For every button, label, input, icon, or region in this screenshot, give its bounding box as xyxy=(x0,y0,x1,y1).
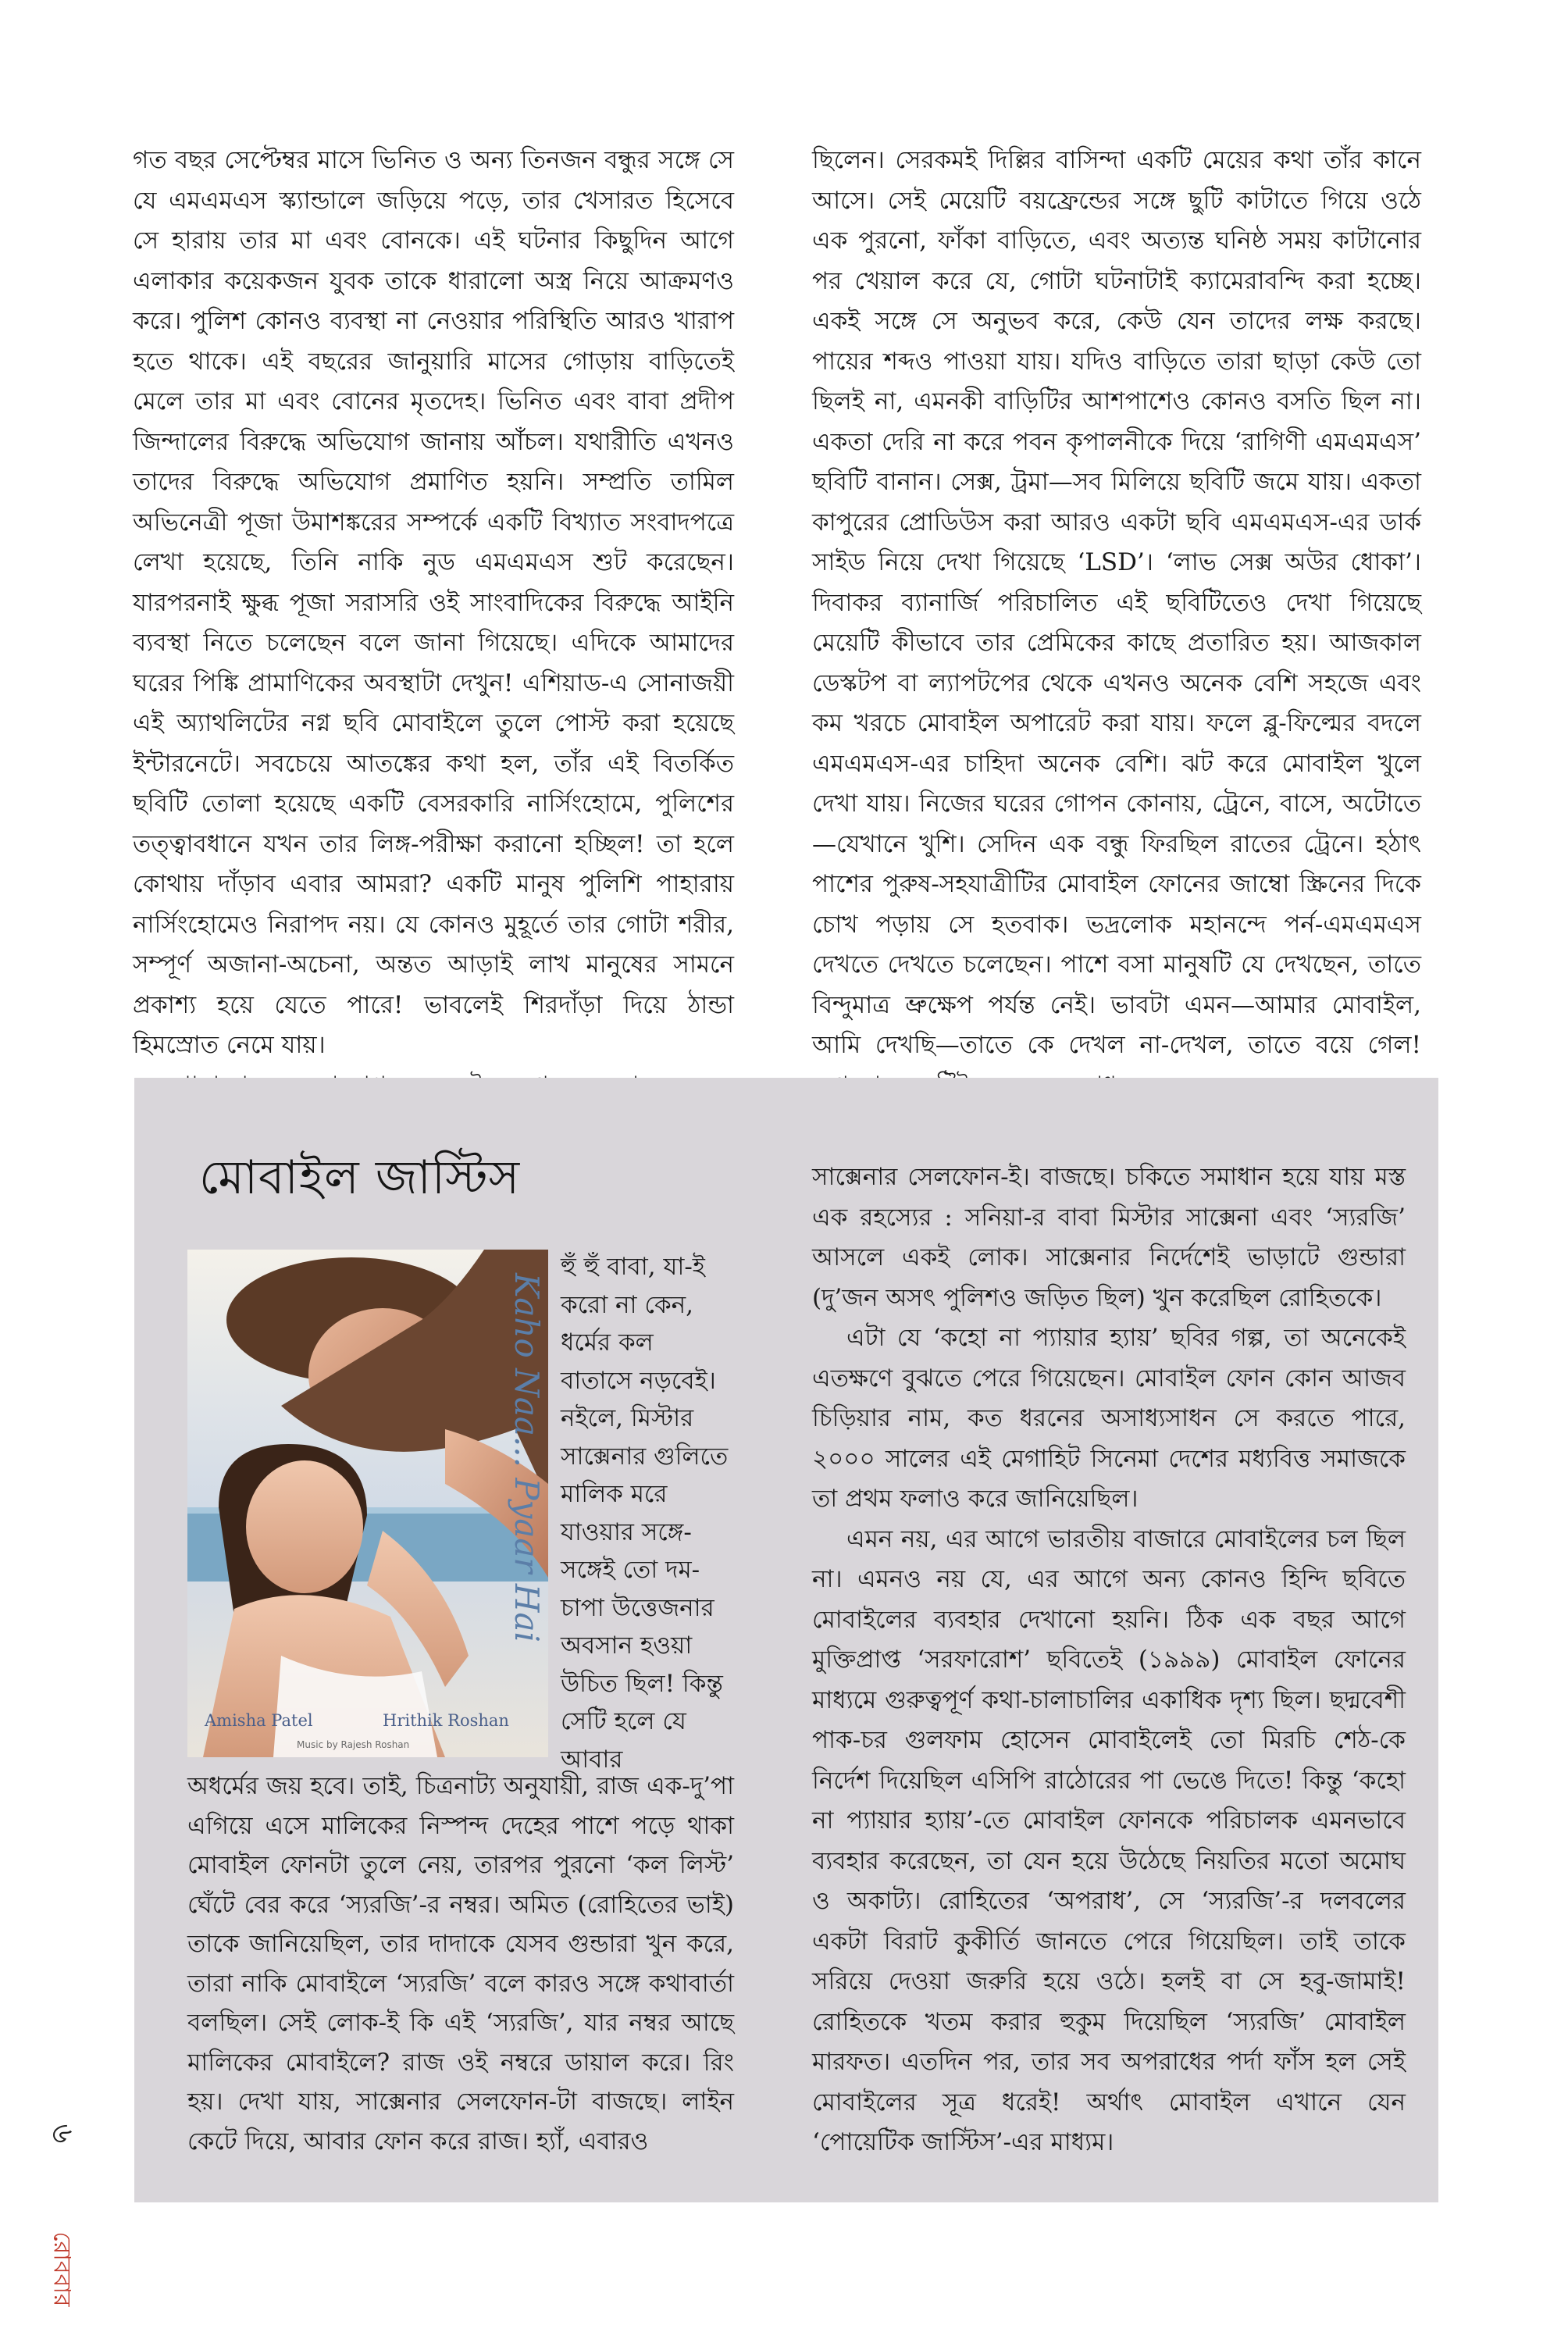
sidebar-paragraph: সাক্সেনার সেলফোন-ই। বাজছে। চকিতে সমাধান হয়ে যায় মস্ত এক রহস্যের : সনিয়া-র বাবা মিস্টার সাক্সেনা এবং ‘স্যরজি’ আসলে একই লোক। সাক্সেনার নির্দেশেই ভাড়াটে গুন্ডারা (দু’জন অসৎ পুলিশও জড়িত ছিল) খুন করেছিল রোহিতকে। xyxy=(812,1163,1406,1312)
sidebar-paragraph: হুঁ হুঁ বাবা, যা-ই করো না কেন, ধর্মের কল বাতাসে নড়বেই। নইলে, মিস্টার সাক্সেনার গুলিতে মালিক মরে যাওয়ার সঙ্গে-সঙ্গেই তো দম-চাপা উত্তেজনার অবসান হওয়া উচিত ছিল! কিন্তু সেটি হলে যে আবার xyxy=(561,1253,729,1774)
page-folio xyxy=(45,2077,80,2343)
article-left-column xyxy=(133,141,734,1106)
sidebar-right-column xyxy=(812,1157,1406,2163)
poster-actor-right: Hrithik Roshan xyxy=(383,1711,509,1730)
page-number: ৬ xyxy=(46,2124,80,2144)
film-poster-image xyxy=(187,1250,548,1757)
sidebar-paragraph: এটা যে ‘কহো না প্যায়ার হ্যায়’ ছবির গল্প, তা অনেকেই এতক্ষণে বুঝতে পেরে গিয়েছেন। মোবাইল ফোন কোন আজব চিড়িয়ার নাম, কত ধরনের অসাধ্যসাধন সে করতে পারে, ২০০০ সালের এই মেগাহিট সিনেমা দেশের মধ্যবিত্ত সমাজকে তা প্রথম ফলাও করে জানিয়েছিল। xyxy=(812,1324,1406,1513)
magazine-name: রোববার xyxy=(48,2231,76,2307)
poster-actor-left: Amisha Patel xyxy=(205,1711,313,1730)
sidebar-paragraph: এমন নয়, এর আগে ভারতীয় বাজারে মোবাইলের চল ছিল না। এমনও নয় যে, এর আগে অন্য কোনও হিন্দি ছবিতে মোবাইলের ব্যবহার দেখানো হয়নি। ঠিক এক বছর আগে মুক্তিপ্রাপ্ত ‘সরফারোশ’ ছবিতেই (১৯৯৯) মোবাইল ফোনের মাধ্যমে গুরুত্বপূর্ণ কথা-চালাচালির একাধিক দৃশ্য ছিল। ছদ্মবেশী পাক-চর গুলফাম হোসেন মোবাইলেই তো মিরচি শেঠ-কে নির্দেশ দিয়েছিল এসিপি রাঠোরের পা ভেঙে দিতে! কিন্তু ‘কহো না প্যায়ার হ্যায়’-তে মোবাইল ফোনকে পরিচালক এমনভাবে ব্যবহার করেছেন, তা যেন হয়ে উঠেছে নিয়তির মতো অমোঘ ও অকাট্য। রোহিতের ‘অপরাধ’, সে ‘স্যরজি’-র দলবলের একটা বিরাট কুকীর্তি জানতে পেরে গিয়েছিল। তাই তাকে সরিয়ে দেওয়া জরুরি হয়ে ওঠে। হলই বা সে হবু-জামাই! রোহিতকে খতম করার হুকুম দিয়েছিল ‘স্যরজি’ মোবাইল মারফত। এতদিন পর, তার সব অপরাধের পর্দা ফাঁস হল সেই মোবাইলের সূত্র ধরেই! অর্থাৎ মোবাইল এখানে যেন ‘পোয়েটিক জাস্টিস’-এর মাধ্যম। xyxy=(812,1524,1406,2156)
article-right-column xyxy=(812,141,1421,1106)
poster-film-title: Kaho Naa... Pyaar Hai xyxy=(508,1273,546,1642)
article-paragraph: গত বছর সেপ্টেম্বর মাসে ভিনিত ও অন্য তিনজন বন্ধুর সঙ্গে সে যে এমএমএস স্ক্যান্ডালে জড়িয়ে পড়ে, তার খেসারত হিসেবে সে হারায় তার মা এবং বোনকে। এই ঘটনার কিছুদিন আগে এলাকার কয়েকজন যুবক তাকে ধারালো অস্ত্র নিয়ে আক্রমণও করে। পুলিশ কোনও ব্যবস্থা না নেওয়ার পরিস্থিতি আরও খারাপ হতে থাকে। এই বছরের জানুয়ারি মাসের গোড়ায় বাড়িতেই মেলে তার মা এবং বোনের মৃতদেহ। ভিনিত এবং বাবা প্রদীপ জিন্দালের বিরুদ্ধে অভিযোগ জানায় আঁচল। যথারীতি এখনও তাদের বিরুদ্ধে অভিযোগ প্রমাণিত হয়নি। সম্প্রতি তামিল অভিনেত্রী পূজা উমাশঙ্করের সম্পর্কে একটি বিখ্যাত সংবাদপত্রে লেখা হয়েছে, তিনি নাকি নুড এমএমএস শুট করেছেন। যারপরনাই ক্ষুব্ধ পূজা সরাসরি ওই সাংবাদিকের বিরুদ্ধে আইনি ব্যবস্থা নিতে চলেছেন বলে জানা গিয়েছে। এদিকে আমাদের ঘরের পিঙ্কি প্রামাণিকের অবস্থাটা দেখুন! এশিয়াড-এ সোনাজয়ী এই অ্যাথলিটের নগ্ন ছবি মোবাইলে তুলে পোস্ট করা হয়েছে ইন্টারনেটে। সবচেয়ে আতঙ্কের কথা হল, তাঁর এই বিতর্কিত ছবিটি তোলা হয়েছে একটি বেসরকারি নার্সিংহোমে, পুলিশের তত্ত্বাবধানে যখন তার লিঙ্গ-পরীক্ষা করানো হচ্ছিল! তা হলে কোথায় দাঁড়াব এবার আমরা? একটি মানুষ পুলিশি পাহারায় নার্সিংহোমেও নিরাপদ নয়। যে কোনও মুহূর্তে তার গোটা শরীর, সম্পূর্ণ অজানা-অচেনা, অন্তত আড়াই লাখ মানুষের সামনে প্রকাশ্য হয়ে যেতে পারে! ভাবলেই শিরদাঁড়া দিয়ে ঠান্ডা হিমস্রোত নেমে যায়। xyxy=(133,146,734,1059)
sidebar-paragraph: অধর্মের জয় হবে। তাই, চিত্রনাট্য অনুযায়ী, রাজ এক-দু’পা এগিয়ে এসে মালিকের নিস্পন্দ দেহের পাশে পড়ে থাকা মোবাইল ফোনটা তুলে নেয়, তারপর পুরনো ‘কল লিস্ট’ ঘেঁটে বের করে ‘স্যরজি’-র নম্বর। অমিত (রোহিতের ভাই) তাকে জানিয়েছিল, তার দাদাকে যেসব গুন্ডারা খুন করে, তারা নাকি মোবাইলে ‘স্যরজি’ বলে কারও সঙ্গে কথাবার্তা বলছিল। সেই লোক-ই কি এই ‘স্যরজি’, যার নম্বর আছে মালিকের মোবাইলে? রাজ ওই নম্বরে ডায়াল করে। রিং হয়। দেখা যায়, সাক্সেনার সেলফোন-টা বাজছে। লাইন কেটে দিয়ে, আবার ফোন করে রাজ। হ্যাঁ, এবারও xyxy=(187,1772,734,2156)
poster-music-credit: Music by Rajesh Roshan xyxy=(297,1739,410,1750)
sidebar-intro-text xyxy=(561,1248,732,1778)
article-paragraph: ছিলেন। সেরকমই দিল্লির বাসিন্দা একটি মেয়ের কথা তাঁর কানে আসে। সেই মেয়েটি বয়ফ্রেন্ডের সঙ্গে ছুটি কাটাতে গিয়ে ওঠে এক পুরনো, ফাঁকা বাড়িতে, এবং অত্যন্ত ঘনিষ্ঠ সময় কাটানোর পর খেয়াল করে যে, গোটা ঘটনাটাই ক্যামেরাবন্দি করা হচ্ছে। একই সঙ্গে সে অনুভব করে, কেউ যেন তাদের লক্ষ করছে। পায়ের শব্দও পাওয়া যায়। যদিও বাড়িতে তারা ছাড়া কেউ তো ছিলই না, এমনকী বাড়িটির আশপাশেও কোনও বসতি ছিল না। একতা দেরি না করে পবন কৃপালনীকে দিয়ে ‘রাগিণী এমএমএস’ ছবিটি বানান। সেক্স, ট্রমা—সব মিলিয়ে ছবিটি জমে যায়। একতা কাপুরের প্রোডিউস করা আরও একটা ছবি এমএমএস-এর ডার্ক সাইড নিয়ে দেখা গিয়েছে ‘LSD’। ‘লাভ সেক্স অউর ধোকা’। দিবাকর ব্যানার্জি পরিচালিত এই ছবিটিতেও দেখা গিয়েছে মেয়েটি কীভাবে তার প্রেমিকের কাছে প্রতারিত হয়। আজকাল ডেস্কটপ বা ল্যাপটপের থেকে এখনও অনেক বেশি সহজে এবং কম খরচে মোবাইল অপারেট করা যায়। ফলে ব্লু-ফিল্মের বদলে এমএমএস-এর চাহিদা অনেক বেশি। ঝট করে মোবাইল খুলে দেখা যায়। নিজের ঘরের গোপন কোনায়, ট্রেনে, বাসে, অটোতে—যেখানে খুশি। সেদিন এক বন্ধু ফিরছিল রাতের ট্রেনে। হঠাৎ পাশের পুরুষ-সহযাত্রীটির মোবাইল ফোনের জাম্বো স্ক্রিনের দিকে চোখ পড়ায় সে হতবাক। ভদ্রলোক মহানন্দে পর্ন-এমএমএস দেখতে দেখতে চলেছেন। পাশে বসা মানুষটি যে দেখছেন, তাতে বিন্দুমাত্র ভ্রুক্ষেপ পর্যন্ত নেই। ভাবটা এমন—আমার মোবাইল, আমি দেখছি—তাতে কে দেখল না-দেখল, তাতে বয়ে গেল! xyxy=(812,146,1421,1059)
sidebar-title: মোবাইল জাস্টিস xyxy=(199,1150,521,1205)
sidebar-left-column xyxy=(187,1767,734,2161)
